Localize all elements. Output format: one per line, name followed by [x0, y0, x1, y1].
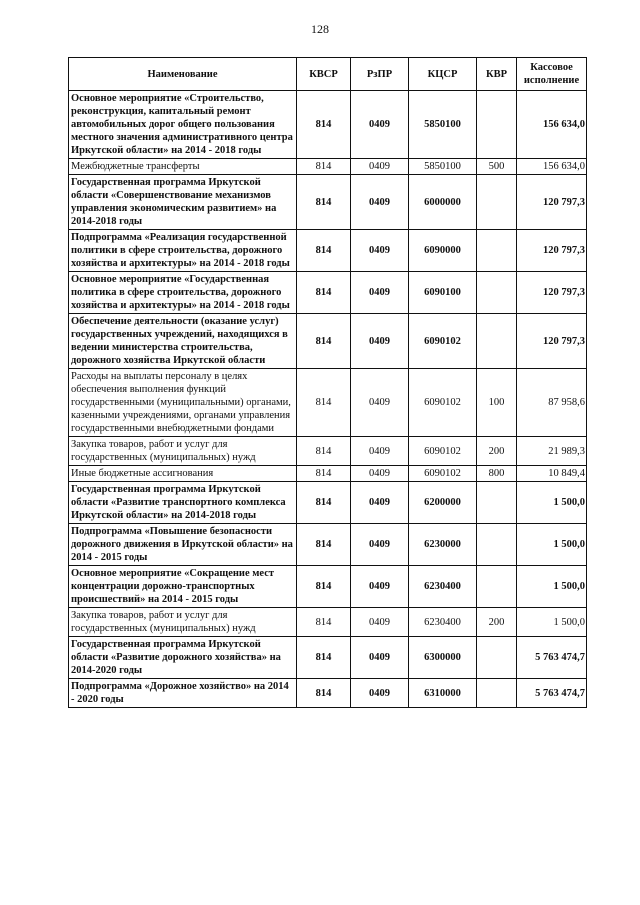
cell-kvr [477, 482, 517, 524]
cell-name: Основное мероприятие «Строительство, реконструкция, капитальный ремонт автомобильных дорог общего пользования местного значения административного центра Иркутской области» на 2014 - 2018 годы [69, 91, 297, 159]
cell-name: Государственная программа Иркутской области «Развитие транспортного комплекса Иркутской области» на 2014-2018 годы [69, 482, 297, 524]
header-row [69, 58, 587, 91]
budget-table [68, 57, 587, 708]
table-header [69, 58, 587, 91]
cell-sum: 156 634,0 [517, 159, 587, 175]
cell-kvsr: 814 [297, 437, 351, 466]
table-row [69, 159, 587, 175]
cell-kvsr: 814 [297, 524, 351, 566]
cell-kvr [477, 175, 517, 230]
cell-kvsr: 814 [297, 272, 351, 314]
cell-kcsr: 6230000 [409, 524, 477, 566]
cell-kvr [477, 272, 517, 314]
cell-kcsr: 6000000 [409, 175, 477, 230]
cell-kvsr: 814 [297, 637, 351, 679]
table-row [69, 524, 587, 566]
cell-name: Обеспечение деятельности (оказание услуг) государственных учреждений, находящихся в ведении министерства строительства, дорожного хозяйства Иркутской области [69, 314, 297, 369]
table-row [69, 437, 587, 466]
cell-kcsr: 6090000 [409, 230, 477, 272]
cell-name: Расходы на выплаты персоналу в целях обеспечения выполнения функций государственными (муниципальными) органами, казенными учреждениями, органами управления государственными внебюджетными фондами [69, 369, 297, 437]
table-row [69, 314, 587, 369]
cell-kcsr: 6090102 [409, 369, 477, 437]
cell-rzpr: 0409 [351, 679, 409, 708]
cell-rzpr: 0409 [351, 608, 409, 637]
cell-kvsr: 814 [297, 566, 351, 608]
cell-sum: 120 797,3 [517, 272, 587, 314]
cell-rzpr: 0409 [351, 91, 409, 159]
cell-name: Закупка товаров, работ и услуг для государственных (муниципальных) нужд [69, 437, 297, 466]
cell-kvr: 200 [477, 608, 517, 637]
cell-kvr: 100 [477, 369, 517, 437]
cell-name: Подпрограмма «Дорожное хозяйство» на 2014 - 2020 годы [69, 679, 297, 708]
header-kvr: КВР [477, 58, 517, 91]
cell-kcsr: 6310000 [409, 679, 477, 708]
cell-name: Государственная программа Иркутской области «Развитие дорожного хозяйства» на 2014-2020 годы [69, 637, 297, 679]
cell-rzpr: 0409 [351, 637, 409, 679]
header-name: Наименование [69, 58, 297, 91]
cell-name: Подпрограмма «Повышение безопасности дорожного движения в Иркутской области» на 2014 - 2015 годы [69, 524, 297, 566]
cell-name: Государственная программа Иркутской области «Совершенствование механизмов управления экономическим развитием» на 2014-2018 годы [69, 175, 297, 230]
cell-rzpr: 0409 [351, 566, 409, 608]
cell-kvr [477, 91, 517, 159]
table-row [69, 91, 587, 159]
cell-kvr [477, 524, 517, 566]
cell-kvsr: 814 [297, 91, 351, 159]
cell-kcsr: 6230400 [409, 608, 477, 637]
cell-kvr [477, 230, 517, 272]
table-row [69, 466, 587, 482]
cell-rzpr: 0409 [351, 482, 409, 524]
cell-kvsr: 814 [297, 314, 351, 369]
cell-rzpr: 0409 [351, 437, 409, 466]
cell-kvr [477, 566, 517, 608]
cell-kvsr: 814 [297, 466, 351, 482]
cell-sum: 156 634,0 [517, 91, 587, 159]
cell-kcsr: 6090102 [409, 314, 477, 369]
cell-kvsr: 814 [297, 175, 351, 230]
cell-sum: 120 797,3 [517, 230, 587, 272]
table-row [69, 272, 587, 314]
cell-name: Закупка товаров, работ и услуг для государственных (муниципальных) нужд [69, 608, 297, 637]
cell-kvsr: 814 [297, 679, 351, 708]
cell-kcsr: 6090102 [409, 437, 477, 466]
cell-rzpr: 0409 [351, 369, 409, 437]
cell-kvsr: 814 [297, 608, 351, 637]
cell-rzpr: 0409 [351, 272, 409, 314]
table-row [69, 369, 587, 437]
cell-sum: 120 797,3 [517, 314, 587, 369]
cell-kvr: 200 [477, 437, 517, 466]
cell-kvsr: 814 [297, 230, 351, 272]
cell-kvr: 500 [477, 159, 517, 175]
cell-kvr: 800 [477, 466, 517, 482]
cell-rzpr: 0409 [351, 175, 409, 230]
cell-rzpr: 0409 [351, 314, 409, 369]
cell-sum: 120 797,3 [517, 175, 587, 230]
cell-kvsr: 814 [297, 159, 351, 175]
cell-kcsr: 6090100 [409, 272, 477, 314]
table-row [69, 679, 587, 708]
cell-sum: 87 958,6 [517, 369, 587, 437]
cell-sum: 5 763 474,7 [517, 637, 587, 679]
cell-sum: 1 500,0 [517, 608, 587, 637]
cell-kcsr: 6090102 [409, 466, 477, 482]
cell-rzpr: 0409 [351, 159, 409, 175]
cell-sum: 1 500,0 [517, 524, 587, 566]
cell-sum: 1 500,0 [517, 566, 587, 608]
table-row [69, 566, 587, 608]
cell-sum: 5 763 474,7 [517, 679, 587, 708]
cell-sum: 1 500,0 [517, 482, 587, 524]
table-body [69, 91, 587, 708]
cell-kvsr: 814 [297, 482, 351, 524]
header-kvsr: КВСР [297, 58, 351, 91]
header-kcsr: КЦСР [409, 58, 477, 91]
table-row [69, 482, 587, 524]
cell-kvsr: 814 [297, 369, 351, 437]
table-row [69, 637, 587, 679]
cell-rzpr: 0409 [351, 524, 409, 566]
cell-name: Подпрограмма «Реализация государственной политики в сфере строительства, дорожного хозяйства и архитектуры» на 2014 - 2018 годы [69, 230, 297, 272]
table-row [69, 608, 587, 637]
header-sum: Кассовое исполнение [517, 58, 587, 91]
cell-sum: 21 989,3 [517, 437, 587, 466]
cell-kcsr: 5850100 [409, 91, 477, 159]
table-row [69, 175, 587, 230]
cell-name: Основное мероприятие «Государственная политика в сфере строительства, дорожного хозяйства и архитектуры» на 2014 - 2018 годы [69, 272, 297, 314]
cell-rzpr: 0409 [351, 466, 409, 482]
cell-kvr [477, 637, 517, 679]
cell-rzpr: 0409 [351, 230, 409, 272]
cell-name: Основное мероприятие «Сокращение мест концентрации дорожно-транспортных происшествий» на 2014 - 2015 годы [69, 566, 297, 608]
cell-kvr [477, 679, 517, 708]
cell-name: Иные бюджетные ассигнования [69, 466, 297, 482]
cell-kcsr: 5850100 [409, 159, 477, 175]
header-rzpr: РзПР [351, 58, 409, 91]
page-number: 128 [311, 22, 329, 36]
cell-sum: 10 849,4 [517, 466, 587, 482]
cell-kcsr: 6300000 [409, 637, 477, 679]
cell-name: Межбюджетные трансферты [69, 159, 297, 175]
table-row [69, 230, 587, 272]
cell-kcsr: 6230400 [409, 566, 477, 608]
cell-kvr [477, 314, 517, 369]
cell-kcsr: 6200000 [409, 482, 477, 524]
